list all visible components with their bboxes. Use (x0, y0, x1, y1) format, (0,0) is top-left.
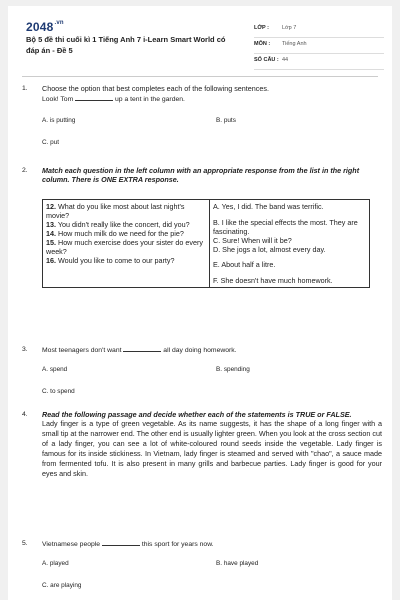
option-a[interactable]: A. spend (42, 366, 68, 373)
meta-class-row (254, 22, 384, 38)
left-item (46, 238, 206, 256)
option-c[interactable]: C. are playing (42, 582, 82, 589)
site-logo[interactable] (26, 20, 64, 34)
meta-count-label: SỐ CÂU : (254, 57, 279, 63)
left-column (43, 200, 210, 288)
document-title: Bộ 5 đề thi cuối kì 1 Tiếng Anh 7 i-Learn Smart World có đáp án - Đề 5 (26, 35, 226, 55)
logo-text: 2048 (26, 20, 54, 34)
right-item: B. I like the special effects the most. They are fascinating. (213, 218, 358, 236)
left-item (46, 202, 206, 220)
question-instruction: Choose the option that best completes each of the following sentences. (42, 84, 269, 93)
item-number: 13. (46, 220, 56, 229)
meta-subject-value: Tiếng Anh (282, 41, 307, 47)
item-text: You didn't really like the concert, did you? (56, 220, 190, 229)
item-number: 14. (46, 229, 56, 238)
right-column (210, 200, 370, 288)
item-number: 15. (46, 238, 56, 247)
option-a[interactable]: A. played (42, 560, 69, 567)
option-b[interactable]: B. spending (216, 366, 250, 373)
logo-tld: .vn (54, 20, 64, 26)
stem-after: all day doing homework. (163, 347, 237, 354)
left-item (46, 256, 206, 265)
item-text: What do you like most about last night's movie? (46, 202, 185, 220)
left-item (46, 229, 206, 238)
meta-class-value: Lớp 7 (282, 25, 297, 31)
meta-subject-label: MÔN : (254, 41, 271, 47)
option-b[interactable]: B. puts (216, 117, 236, 124)
question-number: 1. (22, 85, 28, 92)
matching-table (42, 199, 370, 288)
item-number: 16. (46, 256, 56, 265)
answer-blank (102, 539, 140, 546)
document-page (8, 6, 392, 600)
reading-passage: Lady finger is a type of green vegetable. As its name suggests, it has the shape of a long finger with a small tip at the narrower end. The other end is usually lighter green. When you look at the cross section cut of a lady finger, you can see a lot of white-coloured round seeds inside the vegetable. Lady finger is famous for its inside stickiness. In Vietnam, lady finger is steamed and served with "chao", a sauce made from fermented tofu. It is also present in many grills and barbecue parties. Lady finger is good for your eyes and skin. (42, 419, 382, 478)
right-item: F. She doesn't have much homework. (213, 276, 333, 285)
question-body (42, 410, 382, 479)
question-instruction: Read the following passage and decide whether each of the statements is TRUE or FALSE. (42, 410, 352, 419)
right-item: E. About half a litre. (213, 260, 276, 269)
item-text: How much milk do we need for the pie? (56, 229, 184, 238)
question-stem (42, 345, 382, 355)
question-stem (42, 94, 382, 104)
option-b[interactable]: B. have played (216, 560, 259, 567)
stem-after: up a tent in the garden. (115, 96, 185, 103)
meta-count-row (254, 54, 384, 70)
stem-before: Most teenagers don't want (42, 347, 122, 354)
question-stem (42, 539, 382, 549)
answer-blank (75, 94, 113, 101)
question-number: 4. (22, 411, 28, 418)
document-meta (254, 22, 384, 70)
question-number: 3. (22, 346, 28, 353)
question-number: 5. (22, 540, 28, 547)
question-instruction: Match each question in the left column with an appropriate response from the list in the right column. There is ONE EXTRA response. (42, 166, 360, 184)
meta-count-value: 44 (282, 57, 289, 63)
stem-before: Look! Tom (42, 96, 74, 103)
question-number: 2. (22, 167, 28, 174)
left-item (46, 220, 206, 229)
right-item: C. Sure! When will it be? (213, 236, 292, 245)
stem-before: Vietnamese people (42, 541, 101, 548)
meta-subject-row (254, 38, 384, 54)
stem-after: this sport for years now. (141, 541, 214, 548)
option-c[interactable]: C. put (42, 139, 60, 146)
right-item: A. Yes, I did. The band was terrific. (213, 202, 324, 211)
item-text: How much exercise does your sister do every week? (46, 238, 204, 256)
right-item: D. She jogs a lot, almost every day. (213, 245, 326, 254)
option-c[interactable]: C. to spend (42, 388, 75, 395)
item-text: Would you like to come to our party? (56, 256, 175, 265)
question-body (42, 84, 382, 104)
item-number: 12. (46, 202, 56, 211)
header-divider (22, 76, 378, 77)
meta-class-label: LỚP : (254, 25, 269, 31)
page-header (26, 20, 376, 66)
answer-blank (123, 345, 161, 352)
option-a[interactable]: A. is putting (42, 117, 76, 124)
